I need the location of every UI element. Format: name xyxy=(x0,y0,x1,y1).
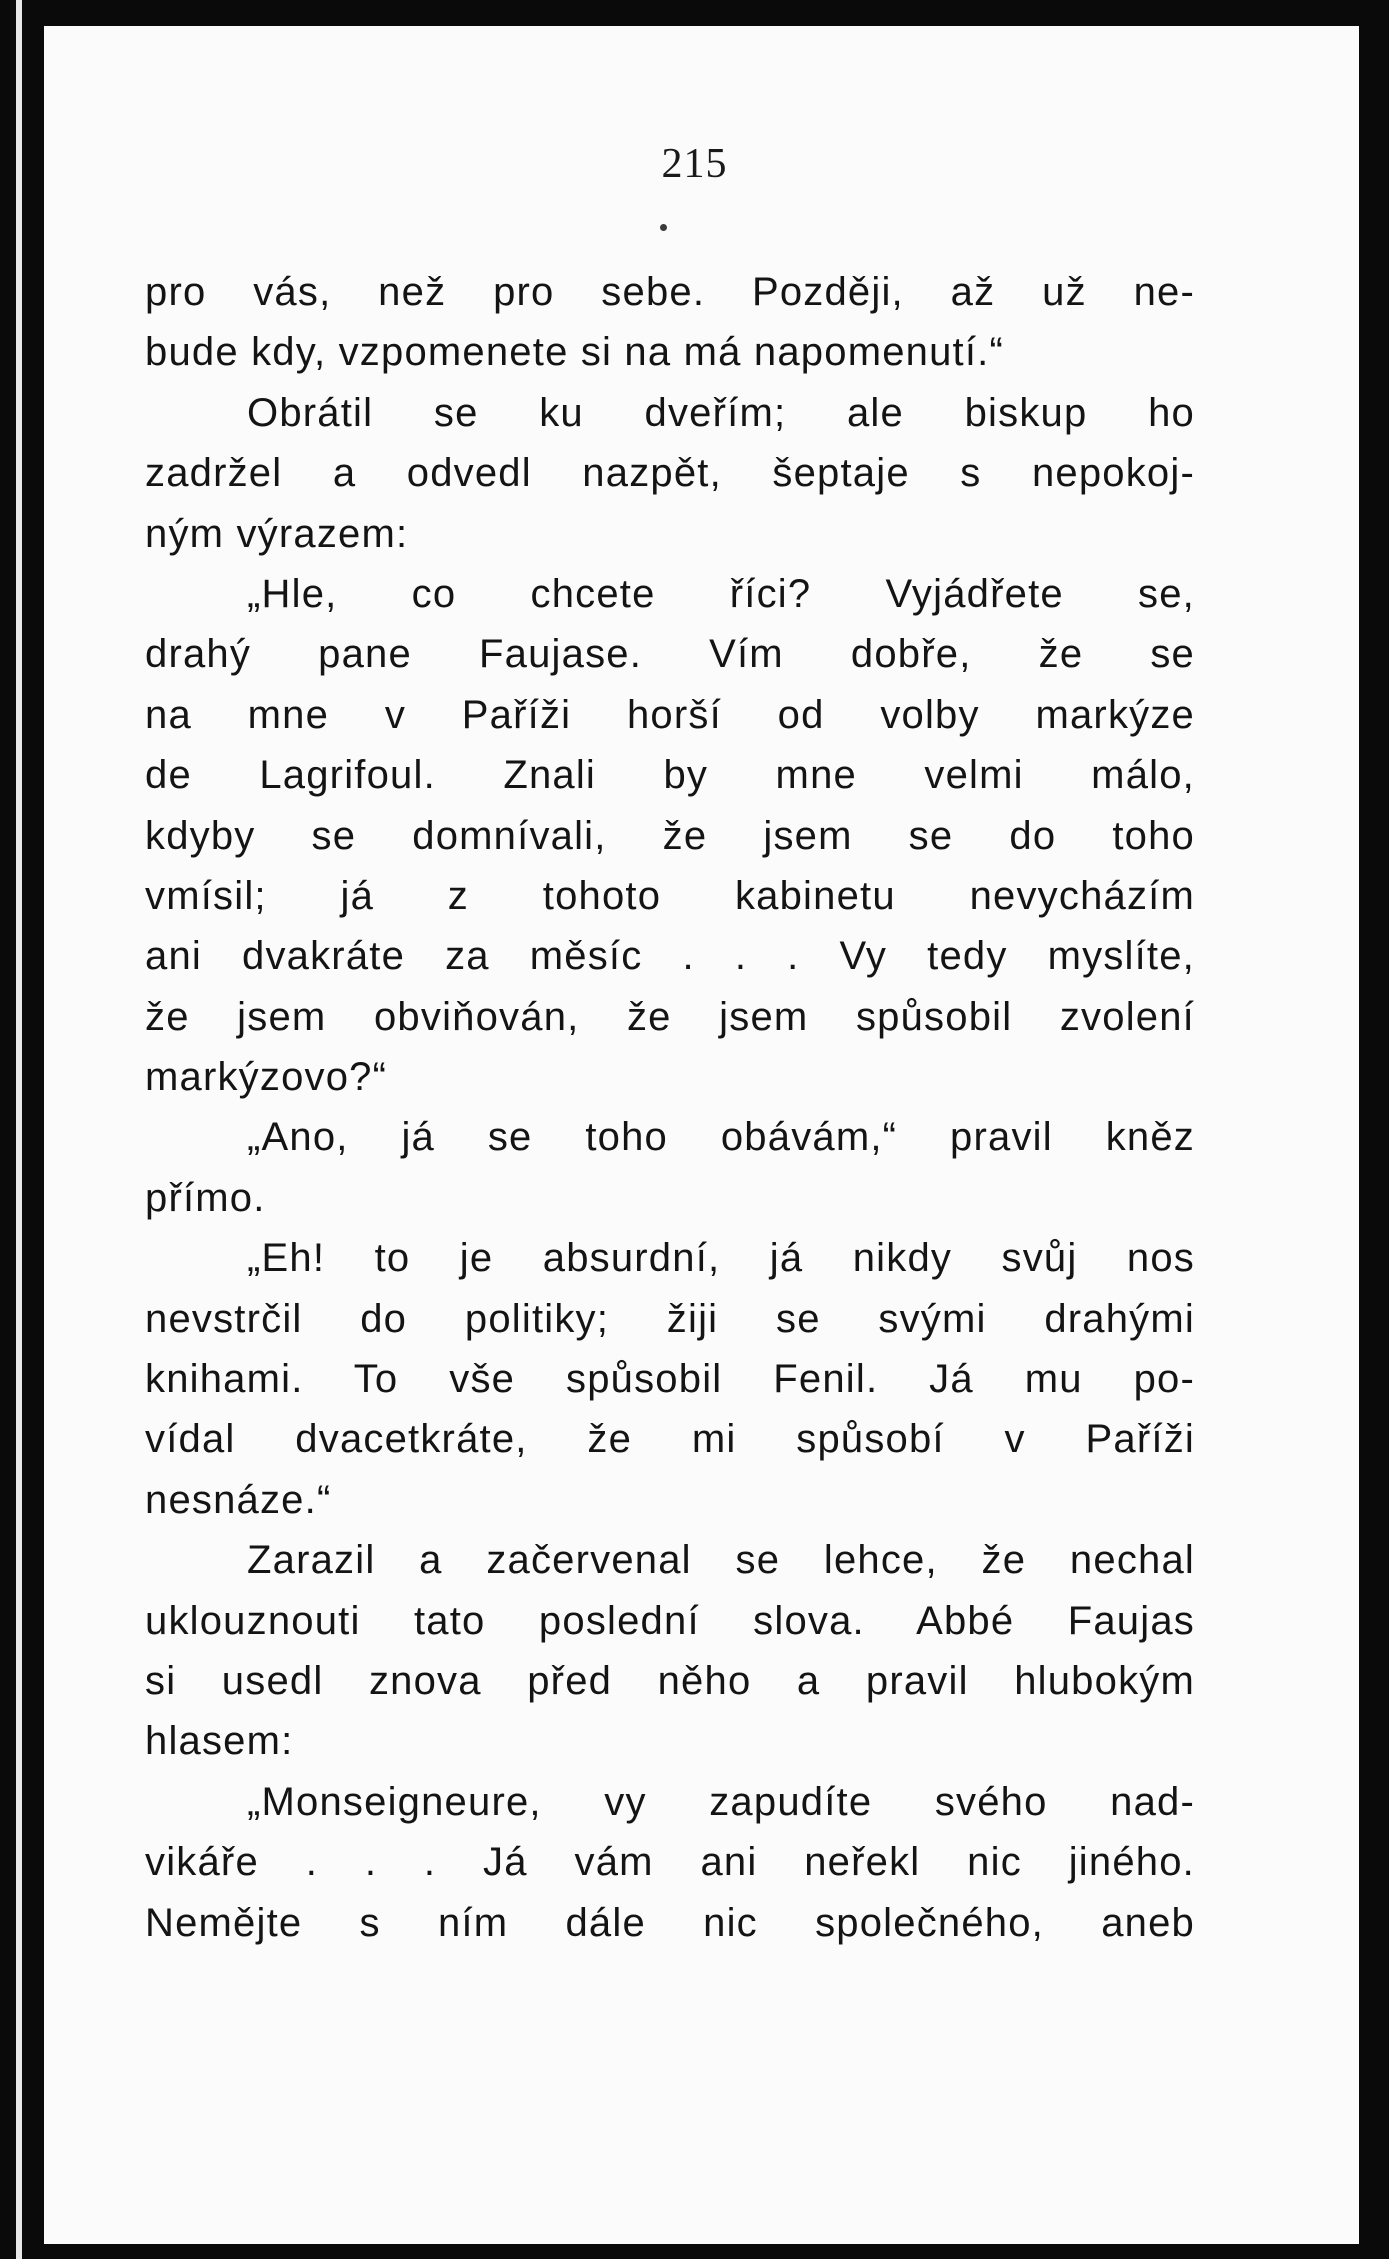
text-line: vmísil; já z tohoto kabinetu nevycházím xyxy=(145,873,1195,918)
text-line: bude kdy, vzpomenete si na má napomenutí.“ xyxy=(145,330,1005,375)
adjacent-page-edge xyxy=(16,0,22,2259)
text-line: ani dvakráte za měsíc . . . Vy tedy myslíte, xyxy=(145,934,1195,979)
text-line: „Ano, já se toho obávám,“ pravil kněz xyxy=(247,1115,1195,1160)
text-line: knihami. To vše spůsobil Fenil. Já mu po- xyxy=(145,1357,1195,1402)
text-line: přímo. xyxy=(145,1175,266,1220)
text-line: vikáře . . . Já vám ani neřekl nic jiného. xyxy=(145,1840,1195,1885)
text-line: ným výrazem: xyxy=(145,511,409,556)
text-line: markýzovo?“ xyxy=(145,1055,388,1100)
ink-speck xyxy=(660,224,667,231)
text-line: „Eh! to je absurdní, já nikdy svůj nos xyxy=(247,1236,1195,1281)
text-line: Obrátil se ku dveřím; ale biskup ho xyxy=(247,390,1195,435)
text-line: Zarazil a začervenal se lehce, že nechal xyxy=(247,1538,1195,1583)
text-line: hlasem: xyxy=(145,1719,294,1764)
text-line: zadržel a odvedl nazpět, šeptaje s nepokoj- xyxy=(145,451,1195,496)
text-line: nevstrčil do politiky; žiji se svými drahými xyxy=(145,1296,1195,1341)
text-line: „Monseigneure, vy zapudíte svého nad- xyxy=(247,1779,1195,1824)
body-text xyxy=(145,262,1195,1953)
text-line: pro vás, než pro sebe. Později, až už ne- xyxy=(145,270,1195,314)
text-line: Nemějte s ním dále nic společného, aneb xyxy=(145,1900,1195,1945)
text-line: na mne v Paříži horší od volby markýze xyxy=(145,692,1195,737)
text-line: vídal dvacetkráte, že mi spůsobí v Paříži xyxy=(145,1417,1195,1462)
text-line: si usedl znova před něho a pravil hlubokým xyxy=(145,1658,1195,1703)
text-line: nesnáze.“ xyxy=(145,1477,332,1522)
text-line: kdyby se domnívali, že jsem se do toho xyxy=(145,813,1195,858)
text-line: „Hle, co chcete říci? Vyjádřete se, xyxy=(247,571,1195,616)
text-line: drahý pane Faujase. Vím dobře, že se xyxy=(145,632,1195,677)
text-line: de Lagrifoul. Znali by mne velmi málo, xyxy=(145,753,1195,798)
text-line: že jsem obviňován, že jsem spůsobil zvolení xyxy=(145,994,1195,1039)
text-line: uklouznouti tato poslední slova. Abbé Faujas xyxy=(145,1598,1195,1643)
page-number: 215 xyxy=(661,141,728,187)
